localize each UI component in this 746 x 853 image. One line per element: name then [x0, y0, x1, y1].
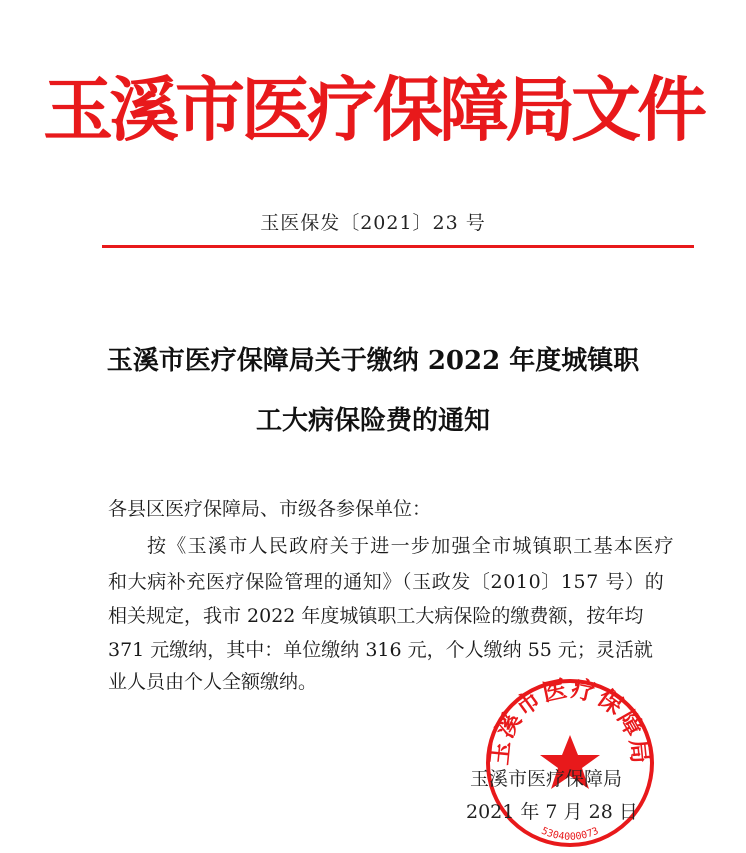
issue-date: 2021 年 7 月 28 日 — [466, 801, 638, 823]
issuer-signature: 玉溪市医疗保障局 — [470, 768, 623, 790]
body-line-3: 相关规定，我市 2022 年度城镇职工大病保险的缴费额，按年均 — [108, 605, 644, 627]
notice-title-line-2: 工大病保险费的通知 — [255, 406, 490, 436]
seal-code-textpath: 5304000073 — [539, 825, 601, 843]
body-line-5: 业人员由个人全额缴纳。 — [108, 671, 318, 693]
official-seal — [480, 673, 660, 853]
body-line-2: 和大病补充医疗保险管理的通知》（玉政发〔2010〕157 号）的 — [108, 571, 665, 593]
notice-title-line-1: 玉溪市医疗保障局关于缴纳 2022 年度城镇职 — [106, 346, 640, 376]
body-line-4: 371 元缴纳，其中：单位缴纳 316 元，个人缴纳 55 元；灵活就 — [108, 639, 653, 661]
seal-arc-textpath: 玉溪市医疗保障局 — [484, 673, 656, 767]
red-divider-line — [102, 245, 694, 248]
document-header-title: 玉溪市医疗保障局文件 — [43, 68, 703, 151]
document-number: 玉医保发〔2021〕23 号 — [260, 212, 486, 234]
body-line-1: 按《玉溪市人民政府关于进一步加强全市城镇职工基本医疗 — [147, 535, 675, 557]
salutation: 各县区医疗保障局、市级各参保单位： — [108, 498, 432, 520]
